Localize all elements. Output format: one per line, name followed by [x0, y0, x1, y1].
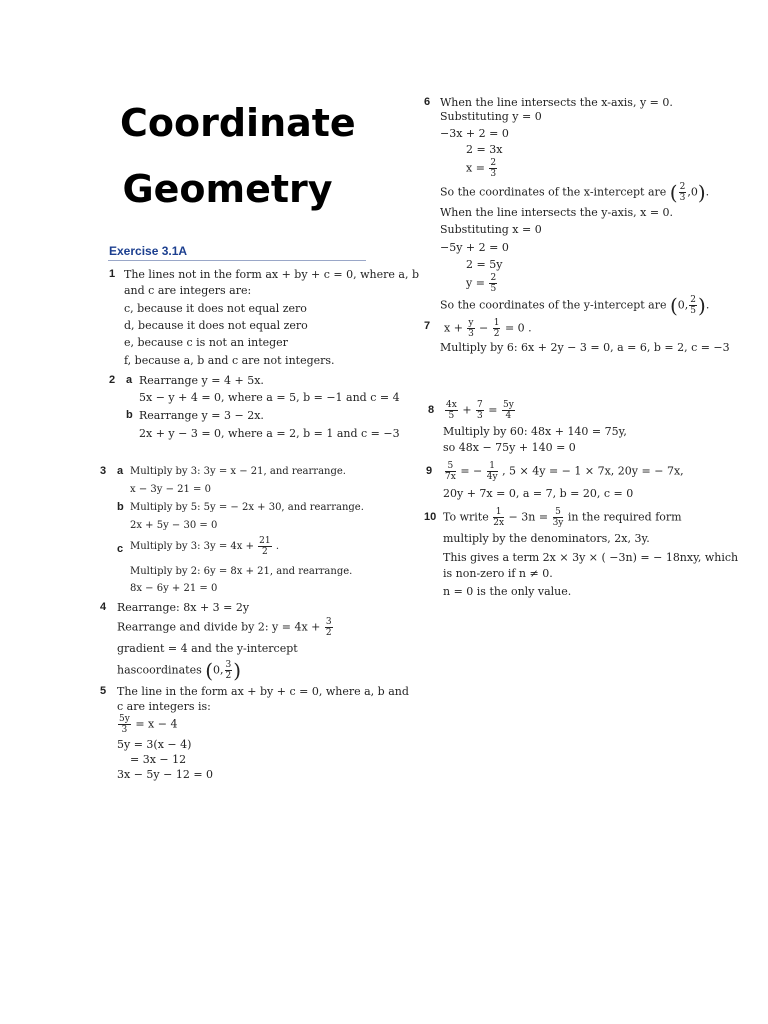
answer-line: Rearrange: 8x + 3 = 2y [117, 601, 250, 614]
answer-line: c, because it does not equal zero [124, 302, 307, 315]
part-label: b [117, 501, 124, 513]
answer-line: 2 = 5y [466, 258, 503, 271]
fraction: $\frac{2}{5}$ [690, 295, 697, 316]
fraction: $\frac{y}{3}$ [468, 318, 474, 339]
answer-text: y = [466, 276, 485, 290]
question-number: 10 [424, 511, 437, 523]
answer-line [466, 273, 498, 294]
answer-line: Multiply by 6: 6x + 2y − 3 = 0, a = 6, b = 2, c = −3 [440, 341, 730, 354]
fraction: $\frac{7}{3}$ [477, 400, 483, 421]
answer-line: Substituting y = 0 [440, 110, 542, 123]
answer-line [117, 714, 177, 735]
answer-line: 2 = 3x [466, 143, 503, 156]
answer-text: So the coordinates of the x-intercept are [440, 185, 667, 199]
answer-line: x − 3y − 21 = 0 [130, 484, 211, 495]
answer-text: , 5 × 4y = − 1 × 7x, 20y = − 7x, [502, 464, 684, 478]
answer-line: multiply by the denominators, 2x, 3y. [443, 532, 650, 545]
question-number: 6 [424, 96, 431, 108]
answer-line: 5y = 3(x − 4) [117, 738, 192, 751]
fraction: $\frac{21}{2}$ [259, 536, 271, 557]
answer-line: n = 0 is the only value. [443, 585, 572, 598]
answer-text: = 0 . [504, 321, 532, 335]
answer-line: 20y + 7x = 0, a = 7, b = 20, c = 0 [443, 487, 634, 500]
page-title-line2: Geometry [122, 167, 333, 211]
answer-line: and c are integers are: [124, 284, 252, 297]
answer-line: Rearrange y = 3 − 2x. [139, 409, 264, 422]
answer-text: = x − 4 [135, 717, 178, 731]
question-number: 9 [426, 465, 433, 477]
fraction: $\frac{5y}{4}$ [502, 400, 514, 421]
answer-line: When the line intersects the y-axis, x = 0. [440, 206, 674, 219]
answer-line: The line in the form ax + by + c = 0, where a, b and [117, 685, 409, 698]
fraction: $\frac{2}{3}$ [490, 158, 497, 179]
answer-text: x + [444, 321, 463, 335]
fraction: $\frac{1}{2x}$ [493, 507, 505, 528]
question-number: 7 [424, 320, 431, 332]
question-number: 5 [100, 685, 107, 697]
answer-text: − 3n = [508, 510, 549, 524]
answer-text: . [275, 541, 279, 552]
fraction: $\frac{5y}{3}$ [119, 714, 130, 735]
exercise-heading: Exercise 3.1A [109, 244, 188, 258]
answer-line: Multiply by 2: 6y = 8x + 21, and rearrange. [130, 566, 353, 577]
question-number: 4 [100, 601, 107, 613]
part-label: a [117, 465, 124, 477]
answer-line: The lines not in the form ax + by + c = 0, where a, b [124, 268, 419, 281]
answer-line: Multiply by 5: 5y = − 2x + 30, and rearrange. [130, 502, 364, 513]
answer-text: + [462, 403, 472, 417]
answer-text: Rearrange and divide by 2: y = 4x + [117, 620, 321, 634]
answer-line [130, 536, 279, 557]
question-number: 3 [100, 465, 107, 477]
question-number: 1 [109, 268, 116, 280]
answer-line: Multiply by 3: 3y = x − 21, and rearrange. [130, 466, 346, 477]
answer-text: = − [460, 464, 483, 478]
fraction: $\frac{2}{5}$ [490, 273, 497, 294]
answer-line: 2x + y − 3 = 0, where a = 2, b = 1 and c = −3 [139, 427, 400, 440]
answer-line: So the coordinates of the x-intercept are ( $\frac{2}{3}$ ,0). [440, 180, 710, 205]
answer-line: is non-zero if n ≠ 0. [443, 567, 553, 580]
answer-text: So the coordinates of the y-intercept are [440, 298, 667, 312]
answer-line: When the line intersects the x-axis, y = 0. [440, 96, 673, 109]
answer-text: = [488, 403, 498, 417]
fraction: $\frac{1}{2}$ [493, 318, 500, 339]
answer-line [444, 318, 532, 339]
answer-text: Multiply by 3: 3y = 4x + [130, 541, 254, 552]
answer-line: 8x − 6y + 21 = 0 [130, 583, 218, 594]
answer-line: so 48x − 75y + 140 = 0 [443, 441, 576, 454]
fraction: $\frac{2}{3}$ [679, 182, 686, 203]
answer-line [117, 617, 334, 638]
answer-line: 2x + 5y − 30 = 0 [130, 520, 218, 531]
answer-line: c are integers is: [117, 700, 211, 713]
answer-text: hascoordinates [117, 663, 202, 677]
fraction: $\frac{4x}{5}$ [446, 400, 457, 421]
fraction: $\frac{3}{2}$ [225, 660, 232, 681]
part-label: c [117, 543, 124, 555]
answer-line: Rearrange y = 4 + 5x. [139, 374, 264, 387]
part-label: a [126, 374, 133, 386]
question-number: 8 [428, 404, 435, 416]
answer-line: −3x + 2 = 0 [440, 127, 509, 140]
fraction: $\frac{3}{2}$ [325, 617, 332, 638]
part-label: b [126, 409, 133, 421]
answer-line: hascoordinates (0, $\frac{3}{2}$ ) [117, 658, 242, 683]
answer-line: 5x − y + 4 = 0, where a = 5, b = −1 and c = 4 [139, 391, 400, 404]
answer-line: Multiply by 60: 48x + 140 = 75y, [443, 425, 627, 438]
answer-line [443, 507, 682, 528]
fraction: $\frac{5}{7x}$ [445, 461, 456, 482]
answer-line: f, because a, b and c are not integers. [124, 354, 335, 367]
answer-line: This gives a term 2x × 3y × ( −3n) = − 18nxy, which [443, 551, 739, 564]
answer-line [444, 461, 684, 482]
answer-text: in the required form [567, 510, 682, 524]
answer-line: Substituting x = 0 [440, 223, 542, 236]
answer-line: d, because it does not equal zero [124, 319, 308, 332]
answer-text: − [479, 321, 489, 335]
answer-line: e, because c is not an integer [124, 336, 288, 349]
answer-text: To write [443, 510, 489, 524]
heading-divider [108, 260, 366, 261]
answer-line: gradient = 4 and the y-intercept [117, 642, 298, 655]
answer-text: x = [466, 161, 485, 175]
answer-line: So the coordinates of the y-intercept are (0, $\frac{2}{5}$ ). [440, 293, 710, 318]
answer-line: 3x − 5y − 12 = 0 [117, 768, 214, 781]
answer-line [444, 400, 516, 421]
fraction: $\frac{1}{4y}$ [486, 461, 498, 482]
page-title-line1: Coordinate [120, 101, 356, 145]
answer-line [466, 158, 498, 179]
fraction: $\frac{5}{3y}$ [552, 507, 564, 528]
answer-line: −5y + 2 = 0 [440, 241, 509, 254]
question-number: 2 [109, 374, 116, 386]
answer-line: = 3x − 12 [130, 753, 187, 766]
